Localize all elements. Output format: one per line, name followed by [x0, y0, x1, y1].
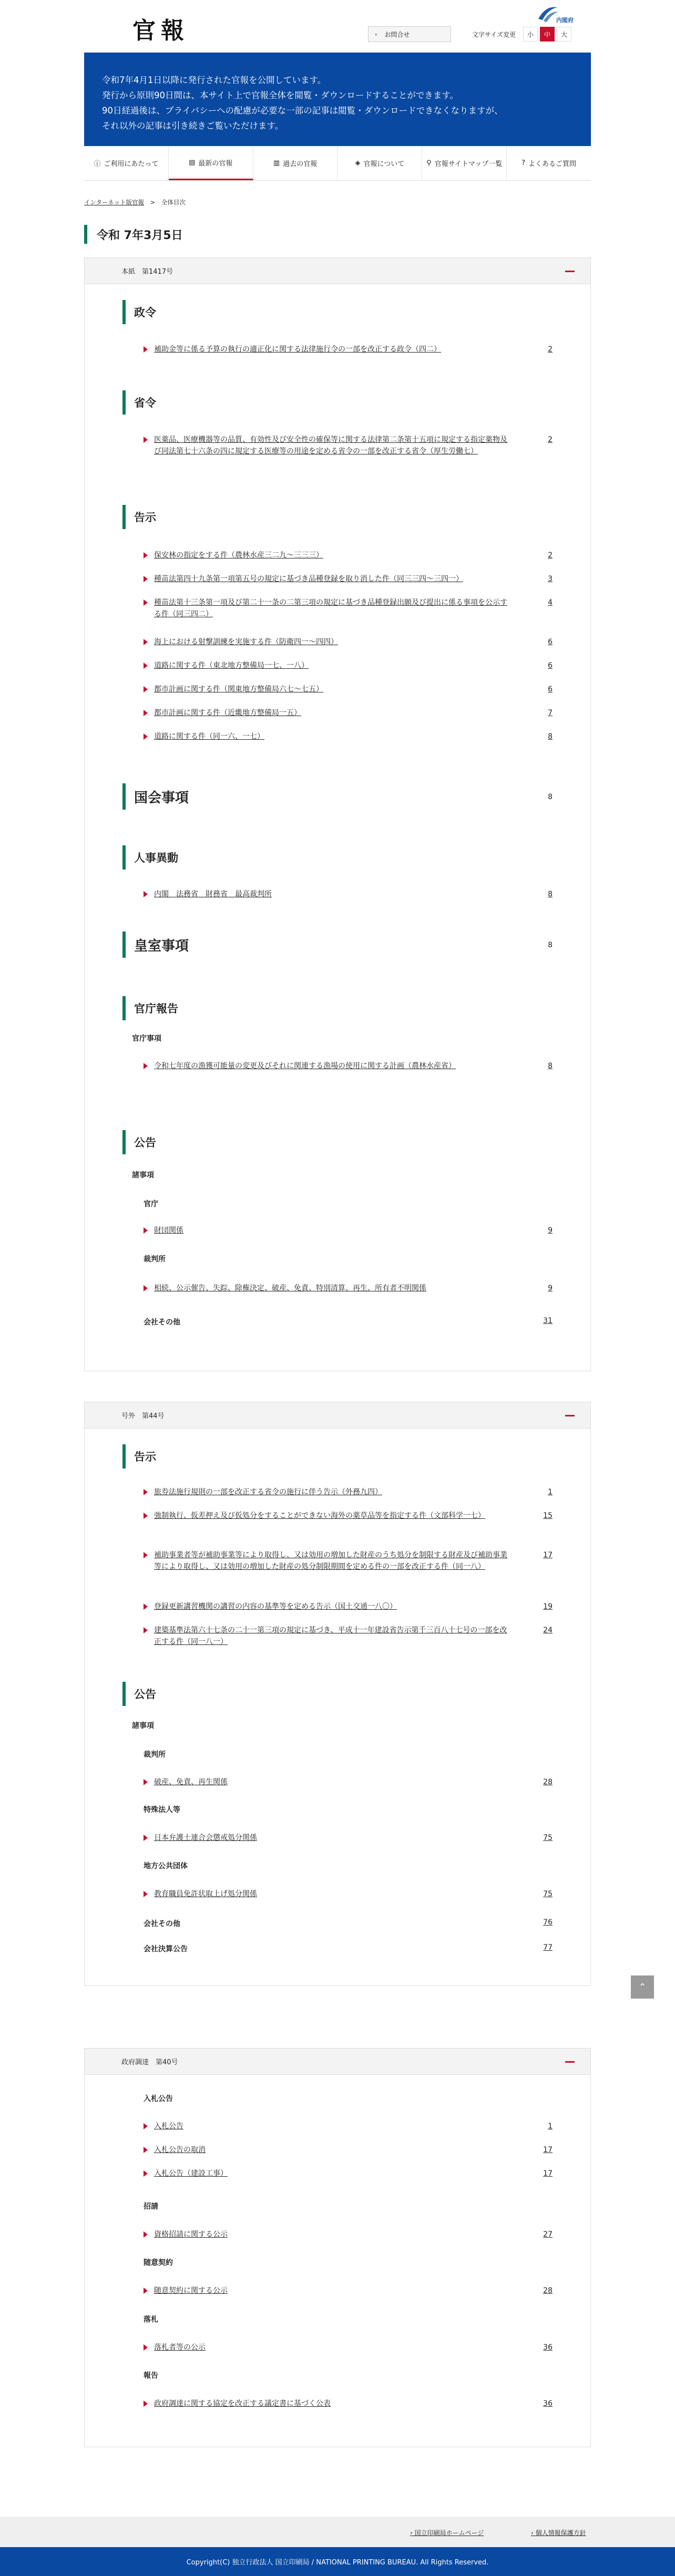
list-item[interactable] — [144, 1225, 553, 1236]
nav-past[interactable] — [253, 146, 338, 180]
page-link[interactable]: 75 — [543, 1890, 553, 1898]
page-link[interactable]: 17 — [543, 1551, 553, 1559]
item-link[interactable]: 道路に関する件（東北地方整備局一七、一八） — [154, 661, 309, 670]
list-item[interactable] — [144, 731, 553, 742]
category-label: 報告 — [144, 2372, 158, 2380]
category-label: 裁判所 — [144, 1255, 166, 1264]
procurement-header[interactable] — [85, 2049, 590, 2075]
page-link[interactable]: 76 — [543, 1918, 553, 1927]
list-item[interactable] — [144, 707, 553, 719]
category-label: 随意契約 — [144, 2259, 173, 2267]
nav-label: 過去の官報 — [283, 160, 318, 168]
footer-links — [0, 2517, 675, 2547]
item-link[interactable]: 財団関係 — [154, 1226, 183, 1235]
bullet-arrow-icon — [144, 2288, 148, 2294]
page-link[interactable]: 24 — [543, 1626, 553, 1634]
collapse-icon[interactable] — [565, 1415, 575, 1416]
item-link[interactable]: 内閣 法務省 財務省 最高裁判所 — [154, 890, 272, 898]
list-item[interactable] — [144, 2120, 553, 2132]
section-heading-koukoku: 公告 — [122, 1130, 156, 1154]
page-link[interactable]: 75 — [543, 1834, 553, 1842]
bullet-arrow-icon — [144, 576, 148, 582]
section-heading-shorei: 省令 — [122, 390, 156, 415]
list-item[interactable] — [144, 636, 553, 648]
list-item[interactable] — [144, 434, 553, 457]
section-heading-seirei: 政令 — [122, 300, 156, 324]
item-link[interactable]: 登録更新講習機関の講習の内容の基準等を定める告示（国土交通一八〇） — [154, 1602, 397, 1611]
page-link[interactable]: 28 — [543, 2287, 553, 2295]
font-size-medium-button[interactable]: 中 — [540, 27, 555, 42]
item-link[interactable]: 補助金等に係る予算の執行の適正化に関する法律施行令の一部を改正する政令（四二） — [154, 345, 441, 354]
notice-line: 90日経過後は、プライバシーへの配慮が必要な一部の記事は閲覧・ダウンロードできなくなりますが、 — [102, 106, 503, 116]
page-link[interactable]: 17 — [543, 2169, 553, 2178]
list-item[interactable] — [144, 2285, 553, 2296]
bullet-arrow-icon — [144, 1285, 148, 1291]
page-link[interactable]: 2 — [548, 345, 553, 354]
page-link[interactable]: 8 — [548, 1062, 553, 1070]
main-issue-header[interactable] — [85, 258, 590, 284]
page-link[interactable]: 6 — [548, 638, 553, 646]
font-size-label: 文字サイズ変更 — [472, 30, 516, 38]
list-item[interactable] — [144, 2168, 553, 2179]
page-link[interactable]: 2 — [548, 436, 553, 444]
font-size-large-button[interactable]: 大 — [557, 27, 571, 42]
item-link[interactable]: 政府調達に関する協定を改正する議定書に基づく公表 — [154, 2399, 331, 2408]
bullet-arrow-icon — [144, 891, 148, 897]
bullet-arrow-icon — [144, 2123, 148, 2129]
section-heading-koshitsu[interactable]: 皇室事項 — [122, 932, 189, 958]
stack-icon: ◈ — [355, 159, 361, 167]
item-link[interactable]: 相続、公示催告、失踪、除権決定、破産、免責、特別清算、再生、所有者不明関係 — [154, 1284, 426, 1292]
list-item[interactable] — [144, 684, 553, 695]
font-size-switcher — [472, 26, 571, 42]
list-item[interactable] — [144, 2144, 553, 2156]
bullet-arrow-icon — [144, 1779, 148, 1785]
list-item[interactable] — [144, 597, 553, 620]
page-link[interactable]: 4 — [548, 598, 553, 607]
list-item[interactable] — [144, 2398, 553, 2409]
category-label: 会社その他 — [144, 1318, 180, 1327]
bullet-arrow-icon — [144, 437, 148, 443]
book-icon: ▥ — [273, 159, 280, 167]
footer-link-privacy[interactable] — [531, 2528, 586, 2537]
nav-about[interactable] — [338, 146, 422, 180]
item-link[interactable]: 道路に関する件（同一六、一七） — [154, 732, 264, 741]
main-issue-panel — [84, 257, 591, 1371]
bullet-arrow-icon — [144, 346, 148, 353]
arrow-up-icon: ⌃ — [638, 1981, 647, 1993]
page-link[interactable]: 77 — [543, 1943, 553, 1952]
chevron-right-icon: › — [531, 2529, 536, 2537]
page-link[interactable]: 8 — [548, 941, 553, 949]
extra-issue-panel — [84, 1402, 591, 1986]
subsection-label: 諸事項 — [132, 1722, 154, 1730]
nav-label: 官報について — [363, 160, 405, 168]
category-row[interactable] — [144, 1943, 553, 1954]
extra-issue-header[interactable] — [85, 1402, 590, 1429]
page-link[interactable]: 17 — [543, 2146, 553, 2154]
page-link[interactable]: 1 — [548, 1488, 553, 1496]
newspaper-icon: ▤ — [189, 158, 196, 167]
nav-latest[interactable] — [169, 146, 253, 180]
category-row[interactable] — [144, 1317, 553, 1327]
section-heading-kokuji: 告示 — [122, 505, 156, 529]
breadcrumb — [84, 198, 186, 206]
category-row[interactable] — [144, 1918, 553, 1929]
item-link[interactable]: 旅券法施行規則の一部を改正する省令の施行に伴う告示（外務九四） — [154, 1488, 382, 1496]
nav-usage[interactable] — [84, 146, 169, 180]
bullet-arrow-icon — [144, 686, 148, 692]
list-item[interactable] — [144, 1625, 553, 1648]
item-link[interactable]: 資格招請に関する公示 — [154, 2230, 228, 2239]
list-item[interactable] — [144, 1549, 553, 1573]
copyright: Copyright(C) 独立行政法人 国立印刷局 / NATIONAL PRINTING BUREAU. All Rights Reserved. — [0, 2547, 675, 2576]
page-link[interactable]: 19 — [543, 1602, 553, 1611]
notice-line: 令和7年4月1日以降に発行された官報を公開しています。 — [102, 75, 326, 85]
page-link[interactable]: 8 — [548, 732, 553, 741]
page-title: 令和 7年3月5日 — [84, 225, 183, 244]
category-label: 地方公共団体 — [144, 1862, 188, 1870]
bullet-arrow-icon — [144, 2401, 148, 2407]
list-item[interactable] — [144, 1510, 553, 1522]
page-link[interactable]: 8 — [548, 890, 553, 898]
contact-button[interactable] — [368, 26, 451, 42]
notice-line: 発行から原則90日間は、本サイト上で官報全体を閲覧・ダウンロードすることができます。 — [102, 90, 459, 100]
cabinet-office-logo[interactable] — [536, 4, 578, 25]
site-header — [0, 0, 675, 53]
item-link[interactable]: 随意契約に関する公示 — [154, 2287, 228, 2295]
list-item[interactable] — [144, 1776, 553, 1788]
nav-faq[interactable] — [507, 146, 591, 180]
category-label: 入札公告 — [144, 2095, 173, 2103]
page-link[interactable]: 8 — [548, 793, 553, 801]
breadcrumb-current: 全体目次 — [161, 199, 186, 206]
nav-label: よくあるご質問 — [528, 160, 577, 168]
page-link[interactable]: 31 — [543, 1317, 553, 1325]
question-icon: ? — [521, 159, 525, 167]
category-label: 落札 — [144, 2315, 158, 2324]
panel-title: 号外 第44号 — [121, 1412, 165, 1420]
section-heading-kokuji: 告示 — [122, 1444, 156, 1468]
page-link[interactable]: 36 — [543, 2399, 553, 2408]
section-heading-koukoku: 公告 — [122, 1682, 156, 1706]
bullet-arrow-icon — [144, 1627, 148, 1633]
bullet-arrow-icon — [144, 2231, 148, 2238]
list-item[interactable] — [144, 573, 553, 585]
item-link[interactable]: 保安林の指定をする件（農林水産三二九～三三三） — [154, 551, 323, 560]
item-link[interactable]: 種苗法第十三条第一項及び第二十一条の二第三項の規定に基づき品種登録出願及び提出に係る事項を公示する件（同三四二） — [154, 598, 507, 618]
category-label: 会社決算公告 — [144, 1945, 188, 1953]
section-heading-kancho: 官庁報告 — [122, 996, 178, 1020]
item-link[interactable]: 落札者等の公示 — [154, 2343, 206, 2352]
item-link[interactable]: 強制執行、仮差押え及び仮処分をすることができない海外の薬草品等を指定する件（文部科学一七） — [154, 1512, 485, 1520]
item-link[interactable]: 入札公告 — [154, 2122, 183, 2130]
footer-link-npb[interactable] — [410, 2528, 484, 2537]
item-link[interactable]: 種苗法第四十九条第一項第五号の規定に基づき品種登録を取り消した件（同三三四～三四一） — [154, 575, 463, 583]
bullet-arrow-icon — [144, 552, 148, 558]
nav-label: 官報サイトマップ一覧 — [434, 160, 503, 168]
subsection-label: 官庁事項 — [132, 1034, 161, 1043]
section-heading-jinji: 人事異動 — [122, 845, 178, 870]
bullet-arrow-icon — [144, 1513, 148, 1519]
map-pin-icon: ⚲ — [426, 159, 432, 167]
item-link[interactable]: 破産、免責、再生関係 — [154, 1778, 228, 1786]
footer-link-label: 個人情報保護方針 — [535, 2529, 586, 2537]
list-item[interactable] — [144, 1601, 553, 1612]
list-item[interactable] — [144, 2342, 553, 2353]
agency-name: 内閣府 — [556, 17, 574, 24]
bullet-arrow-icon — [144, 2170, 148, 2177]
notice-banner — [84, 53, 591, 146]
bullet-arrow-icon — [144, 1891, 148, 1897]
page-link[interactable]: 2 — [548, 551, 553, 560]
page-link[interactable]: 6 — [548, 661, 553, 670]
item-link[interactable]: 都市計画に関する件（近畿地方整備局一五） — [154, 709, 301, 717]
page-link[interactable]: 9 — [548, 1226, 553, 1235]
item-link[interactable]: 令和七年度の漁獲可能量の変更及びそれに関連する漁場の使用に関する計画（農林水産省） — [154, 1062, 456, 1070]
list-item[interactable] — [144, 344, 553, 355]
page-link[interactable]: 28 — [543, 1778, 553, 1786]
bullet-arrow-icon — [144, 2344, 148, 2351]
nav-label: 最新の官報 — [198, 159, 233, 168]
list-item[interactable] — [144, 888, 553, 900]
bullet-arrow-icon — [144, 1603, 148, 1610]
bullet-arrow-icon — [144, 1063, 148, 1069]
category-label: 裁判所 — [144, 1751, 166, 1759]
bullet-arrow-icon — [144, 663, 148, 669]
panel-title: 政府調達 第40号 — [121, 2058, 178, 2066]
procurement-panel — [84, 2048, 591, 2447]
font-size-small-button[interactable]: 小 — [523, 27, 538, 42]
page-link[interactable]: 7 — [548, 709, 553, 717]
item-link[interactable]: 日本弁護士連合会懲戒処分関係 — [154, 1834, 257, 1842]
notice-line: それ以外の記事は引き続きご覧いただけます。 — [102, 121, 284, 131]
page-link[interactable]: 1 — [548, 2122, 553, 2130]
bullet-arrow-icon — [144, 1835, 148, 1841]
page-link[interactable]: 27 — [543, 2230, 553, 2239]
info-icon: ⓘ — [94, 160, 101, 168]
page-link[interactable]: 3 — [548, 575, 553, 583]
category-label: 会社その他 — [144, 1920, 180, 1928]
category-label: 官庁 — [144, 1200, 158, 1208]
nav-label: ご利用にあたって — [104, 160, 159, 168]
footer-link-label: 国立印刷局ホームページ — [414, 2529, 484, 2537]
list-item[interactable] — [144, 550, 553, 561]
chevron-right-icon: › — [375, 30, 377, 38]
bullet-arrow-icon — [144, 733, 148, 740]
chevron-right-icon: › — [410, 2529, 415, 2537]
page-link[interactable]: 9 — [548, 1284, 553, 1292]
list-item[interactable] — [144, 1832, 553, 1844]
site-logo[interactable]: 官報 — [132, 17, 189, 44]
item-link[interactable]: 補助事業者等が補助事業等により取得し、又は効用の増加した財産のうち処分を制限する財産及び補助事業等により取得し、又は効用の増加した財産の処分制限期間を定める件の一部を改正する件（同一八） — [154, 1551, 507, 1571]
item-link[interactable]: 教育職員免許状取上げ処分関係 — [154, 1890, 257, 1898]
collapse-icon[interactable] — [565, 2061, 575, 2063]
contact-label: お問合せ — [384, 30, 410, 38]
item-link[interactable]: 建築基準法第六十七条の二十一第三項の規定に基づき、平成十一年建設省告示第千三百八十七号の一部を改正する件（同一八一） — [154, 1626, 507, 1646]
scroll-to-top-button[interactable] — [631, 1975, 654, 1999]
bullet-arrow-icon — [144, 1552, 148, 1558]
list-item[interactable] — [144, 1282, 553, 1294]
main-nav — [84, 146, 591, 181]
category-label: 特殊法人等 — [144, 1806, 180, 1814]
item-link[interactable]: 入札公告（建設工事） — [154, 2169, 228, 2178]
bullet-arrow-icon — [144, 639, 148, 645]
breadcrumb-separator: > — [150, 199, 156, 206]
bullet-arrow-icon — [144, 2147, 148, 2153]
list-item[interactable] — [144, 1060, 553, 1072]
item-link[interactable]: 入札公告の取消 — [154, 2146, 206, 2154]
item-link[interactable]: 海上における射撃訓練を実施する件（防衛四一～四四） — [154, 638, 338, 646]
list-item[interactable] — [144, 1486, 553, 1498]
bullet-arrow-icon — [144, 1227, 148, 1234]
page-link[interactable]: 36 — [543, 2343, 553, 2352]
list-item[interactable] — [144, 2229, 553, 2240]
panel-title: 本紙 第1417号 — [121, 268, 173, 276]
bullet-arrow-icon — [144, 1489, 148, 1495]
list-item[interactable] — [144, 660, 553, 671]
page-link[interactable]: 6 — [548, 685, 553, 694]
subsection-label: 諸事項 — [132, 1171, 154, 1180]
bullet-arrow-icon — [144, 599, 148, 606]
list-item[interactable] — [144, 1888, 553, 1900]
collapse-icon[interactable] — [565, 271, 575, 272]
breadcrumb-home-link[interactable]: インターネット版官報 — [84, 199, 144, 206]
section-heading-kokkai[interactable]: 国会事項 — [122, 783, 189, 810]
bullet-arrow-icon — [144, 710, 148, 716]
item-link[interactable]: 医薬品、医療機器等の品質、有効性及び安全性の確保等に関する法律第二条第十五項に規定する指定薬物及び同法第七十六条の四に規定する医療等の用途を定める省令の一部を改正する省令（厚生労働七） — [154, 436, 507, 456]
item-link[interactable]: 都市計画に関する件（関東地方整備局六七～七五） — [154, 685, 323, 694]
nav-sitemap[interactable] — [422, 146, 507, 180]
category-label: 招請 — [144, 2202, 158, 2211]
page-link[interactable]: 15 — [543, 1512, 553, 1520]
